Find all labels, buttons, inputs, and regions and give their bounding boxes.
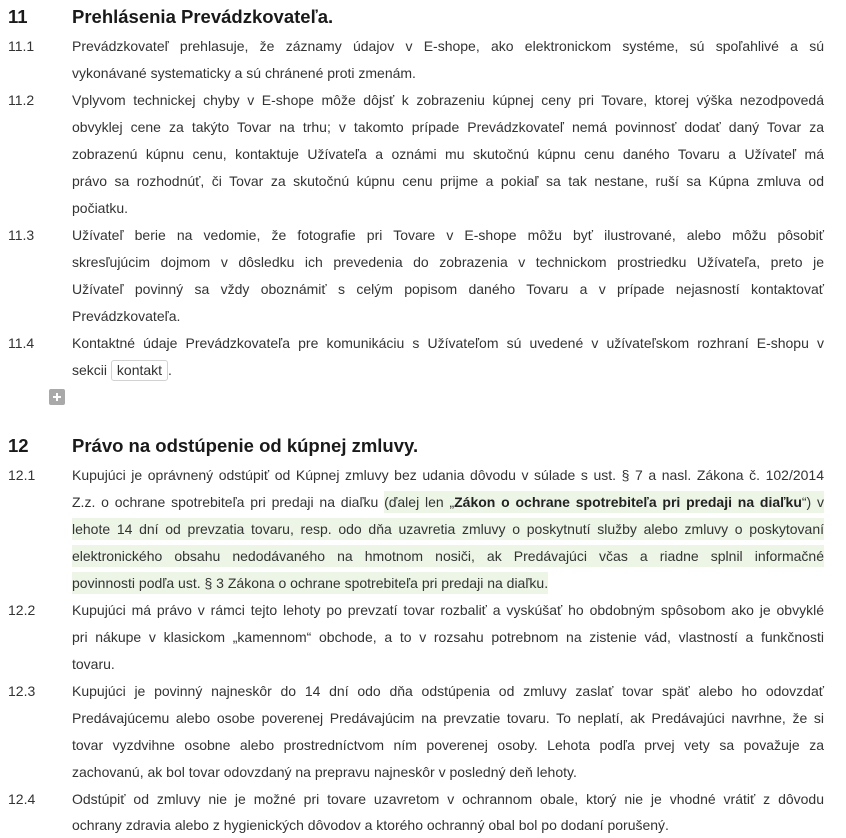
text-segment: “) v [801,494,824,510]
clause-11-4 [8,330,824,384]
clause-11-2 [8,87,824,222]
defined-term: Zákon o ochrane spotrebiteľa pri predaji na diaľku [454,494,802,510]
clause-11-1 [8,33,824,87]
clause-12-1 [8,462,824,597]
contact-link[interactable]: kontakt [111,360,168,381]
section-title: Právo na odstúpenie od kúpnej zmluvy. [72,435,419,456]
section-heading [0,429,846,462]
clause-text-line: zobrazenú kúpnu cenu, kontaktuje Užívateľa a oznámi mu skutočnú kúpnu cenu daného Tovaru a Užívateľ má [72,146,824,162]
clause-text-line: tovaru. [72,656,115,672]
section-number: 12 [8,435,29,456]
clause-text-line: obvyklej cene za takýto Tovar na trhu; v takomto prípade Prevádzkovateľ nemá povinnosť dodať daný Tovar za [72,119,824,135]
clause-text-line: vykonávané systematicky a sú chránené proti zmenám. [72,65,416,81]
text-segment: sekcii [72,362,111,378]
clause-text-line: Odstúpiť od zmluvy nie je možné pri tovare uzavretom v ochrannom obale, ktorý nie je vhodné vrátiť z dôvodu [72,791,824,807]
clause-text-line [72,543,824,570]
clause-text-line: Kontaktné údaje Prevádzkovateľa pre komunikáciu s Užívateľom sú uvedené v užívateľskom rozhraní E-shopu v [72,335,824,351]
clause-text-line: počiatku. [72,200,129,216]
highlighted-text [384,491,824,513]
clause-12-4 [8,786,824,838]
clause-text-line: Predávajúcemu alebo osobe poverenej Predávajúcim na prevzatie tovaru. To neplatí, ak Predávajúci navrhne, že si [72,710,824,726]
clause-text-line [72,516,824,543]
highlighted-text: elektronického obsahu nedodávaného na hmotnom nosiči, ak Predávajúci včas a riadne splnil informačné [72,545,824,567]
clause-text-line: Užívateľ povinný sa vždy oboznámiť s celým popisom daného Tovaru a v prípade nejasností kontaktovať [72,281,824,297]
clause-text-line [72,570,824,597]
text-segment: (ďalej len „ [384,494,455,510]
clause-number: 12.4 [8,791,36,807]
clause-number: 12.2 [8,602,36,618]
section-title: Prehlásenia Prevádzkovateľa. [72,6,334,27]
clause-text-line: právo sa rozhodnúť, či Tovar za skutočnú kúpnu cenu prijme a pokiaľ sa tak nestane, ruší sa Kúpna zmluva od [72,173,824,189]
clause-12-2 [8,597,824,678]
clause-text-line: Prevádzkovateľa. [72,308,181,324]
section-number: 11 [8,6,28,27]
clause-text-line: Prevádzkovateľ prehlasuje, že záznamy údajov v E-shope, ako elektronickom systéme, sú spoľahlivé a sú [72,38,824,54]
section-heading [0,0,846,33]
clause-text-line: pri nákupe v klasickom „kamennom“ obchode, a to v rozsahu potrebnom na zistenie vád, vlastností a funkčnosti [72,629,824,645]
clause-text-line: tovar vyzdvihne osobne alebo prostredníctvom ním poverenej osoby. Lehota podľa prvej vety sa považuje za [72,737,824,753]
section-12 [0,429,846,838]
clause-number: 11.3 [8,227,35,243]
clause-text-line: skresľujúcim dojmom v dôsledku ich prevedenia do zobrazenia v technickom prostriedku Užívateľa, preto je [72,254,824,270]
clause-text-line: Vplyvom technickej chyby v E-shope môže dôjsť k zobrazeniu kúpnej ceny pri Tovare, ktorej výška nezodpovedá [72,92,824,108]
clause-text-line: zachovanú, ak bol tovar odovzdaný na prepravu najneskôr v posledný deň lehoty. [72,764,577,780]
clause-11-3 [8,222,824,330]
clause-text-line: Užívateľ berie na vedomie, že fotografie pri Tovare v E-shope môžu byť ilustrované, alebo môžu pôsobiť [72,227,824,243]
highlighted-text: povinnosti podľa ust. § 3 Zákona o ochrane spotrebiteľa pri predaji na diaľku. [72,572,548,594]
clause-text-line [72,489,824,516]
text-segment: . [168,362,172,378]
clause-text-line: Kupujúci je povinný najneskôr do 14 dní odo dňa odstúpenia od zmluvy zaslať tovar späť alebo ho odovzdať [72,683,824,699]
clause-12-3 [8,678,824,786]
plus-square-icon[interactable] [49,389,65,405]
highlighted-text: lehote 14 dní od prevzatia tovaru, resp. odo dňa uzavretia zmluvy o poskytnutí služby alebo zmluvy o poskytovaní [72,518,824,540]
add-block-row [0,384,846,429]
clause-text-line [72,357,824,384]
clause-number: 11.4 [8,335,35,351]
clause-number: 12.3 [8,683,36,699]
clause-number: 11.2 [8,92,35,108]
clause-number: 12.1 [8,467,36,483]
clause-text-line: Kupujúci má právo v rámci tejto lehoty po prevzatí tovar rozbaliť a vyskúšať ho obdobným spôsobom ako je obvyklé [72,602,824,618]
clause-text-line: ochrany zdravia alebo z hygienických dôvodov a ktorého ochranný obal bol po dodaní porušený. [72,817,669,833]
clause-text-line: Kupujúci je oprávnený odstúpiť od Kúpnej zmluvy bez udania dôvodu v súlade s ust. § 7 a nasl. Zákona č. 102/2014 [72,467,824,483]
text-segment: Z.z. o ochrane spotrebiteľa pri predaji na diaľku [72,494,385,510]
clause-number: 11.1 [8,38,35,54]
